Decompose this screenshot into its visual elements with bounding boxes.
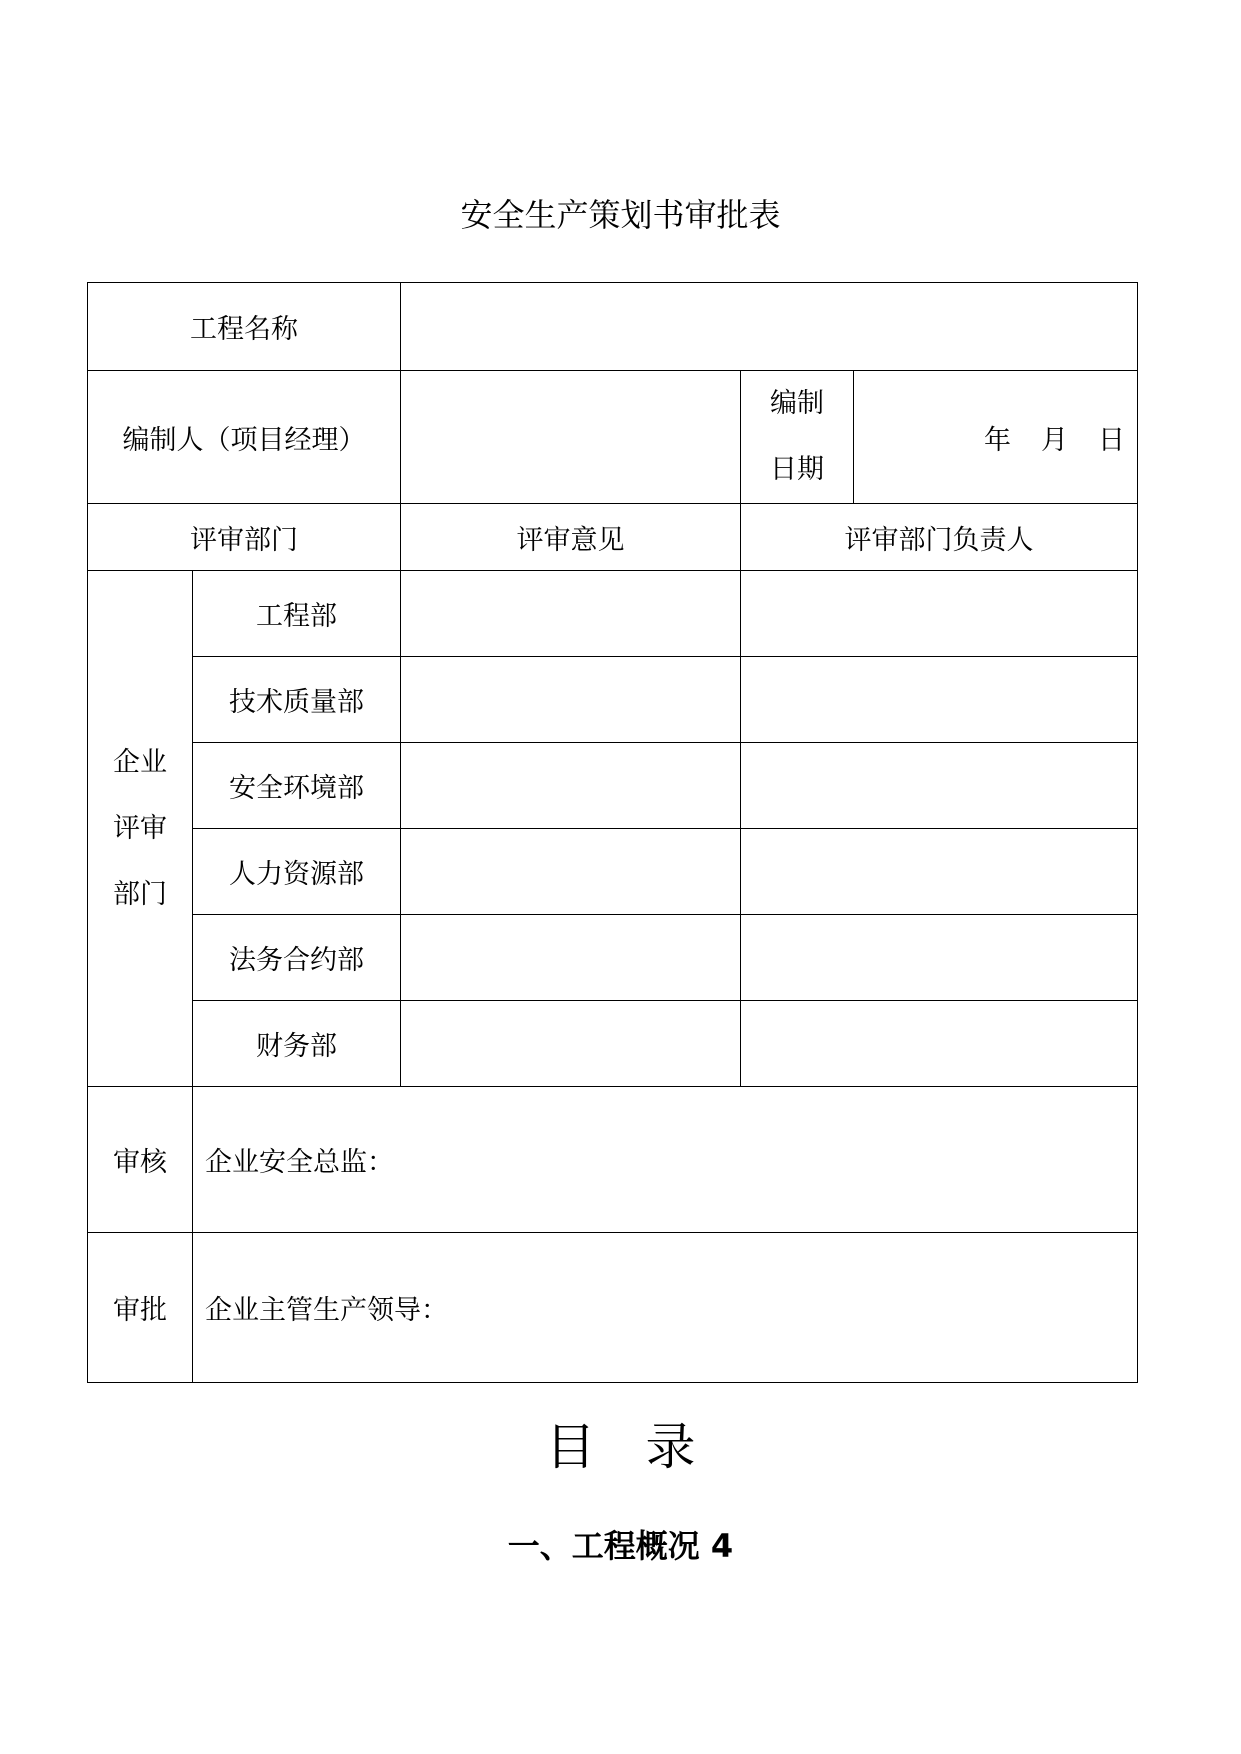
dept-row <box>88 1001 1138 1087</box>
dept-opinion-field[interactable] <box>401 1001 741 1087</box>
date-month: 月 <box>1041 424 1069 456</box>
dept-opinion-field[interactable] <box>401 743 741 829</box>
dept-name: 法务合约部 <box>193 915 401 1001</box>
dept-opinion-field[interactable] <box>401 657 741 743</box>
dept-row <box>88 657 1138 743</box>
dept-responsible-field[interactable] <box>741 657 1138 743</box>
dept-responsible-field[interactable] <box>741 571 1138 657</box>
preparer-field[interactable] <box>401 371 741 504</box>
prep-date-label-line1: 编制 <box>770 388 824 419</box>
review-row <box>88 1087 1138 1233</box>
dept-opinion-field[interactable] <box>401 829 741 915</box>
header-responsible: 评审部门负责人 <box>741 504 1138 571</box>
approve-row <box>88 1233 1138 1383</box>
dept-row <box>88 829 1138 915</box>
dept-responsible-field[interactable] <box>741 915 1138 1001</box>
header-dept: 评审部门 <box>88 504 401 571</box>
review-label: 审核 <box>88 1087 193 1233</box>
approve-signature-field[interactable]: 企业主管生产领导： <box>193 1233 1138 1383</box>
dept-responsible-field[interactable] <box>741 743 1138 829</box>
dept-row <box>88 743 1138 829</box>
dept-opinion-field[interactable] <box>401 915 741 1001</box>
enterprise-label-line3: 部门 <box>113 878 167 910</box>
header-opinion: 评审意见 <box>401 504 741 571</box>
dept-name: 人力资源部 <box>193 829 401 915</box>
dept-row <box>88 571 1138 657</box>
dept-name: 技术质量部 <box>193 657 401 743</box>
project-name-label: 工程名称 <box>88 283 401 371</box>
dept-row <box>88 915 1138 1001</box>
prep-date-field[interactable] <box>854 371 1138 504</box>
dept-name: 工程部 <box>193 571 401 657</box>
date-day: 日 <box>1098 424 1126 456</box>
dept-responsible-field[interactable] <box>741 829 1138 915</box>
approval-form-table <box>87 282 1138 1383</box>
document-title: 安全生产策划书审批表 <box>460 196 781 234</box>
dept-name: 安全环境部 <box>193 743 401 829</box>
project-name-field[interactable] <box>401 283 1138 371</box>
dept-name: 财务部 <box>193 1001 401 1087</box>
preparer-label: 编制人（项目经理） <box>88 371 401 504</box>
prep-date-label-line2: 日期 <box>770 454 824 485</box>
toc-title: 目录 <box>545 1418 746 1476</box>
review-header-row <box>88 504 1138 571</box>
date-year: 年 <box>984 424 1012 456</box>
dept-opinion-field[interactable] <box>401 571 741 657</box>
approve-label: 审批 <box>88 1233 193 1383</box>
dept-responsible-field[interactable] <box>741 1001 1138 1087</box>
enterprise-label-line2: 评审 <box>113 812 167 844</box>
review-signature-field[interactable]: 企业安全总监： <box>193 1087 1138 1233</box>
toc-item[interactable]: 一、工程概况 4 <box>507 1527 734 1565</box>
enterprise-label-line1: 企业 <box>113 746 167 778</box>
enterprise-review-dept-label <box>88 571 193 1087</box>
prep-date-label <box>741 371 854 504</box>
preparer-row <box>88 371 1138 504</box>
project-name-row <box>88 283 1138 371</box>
